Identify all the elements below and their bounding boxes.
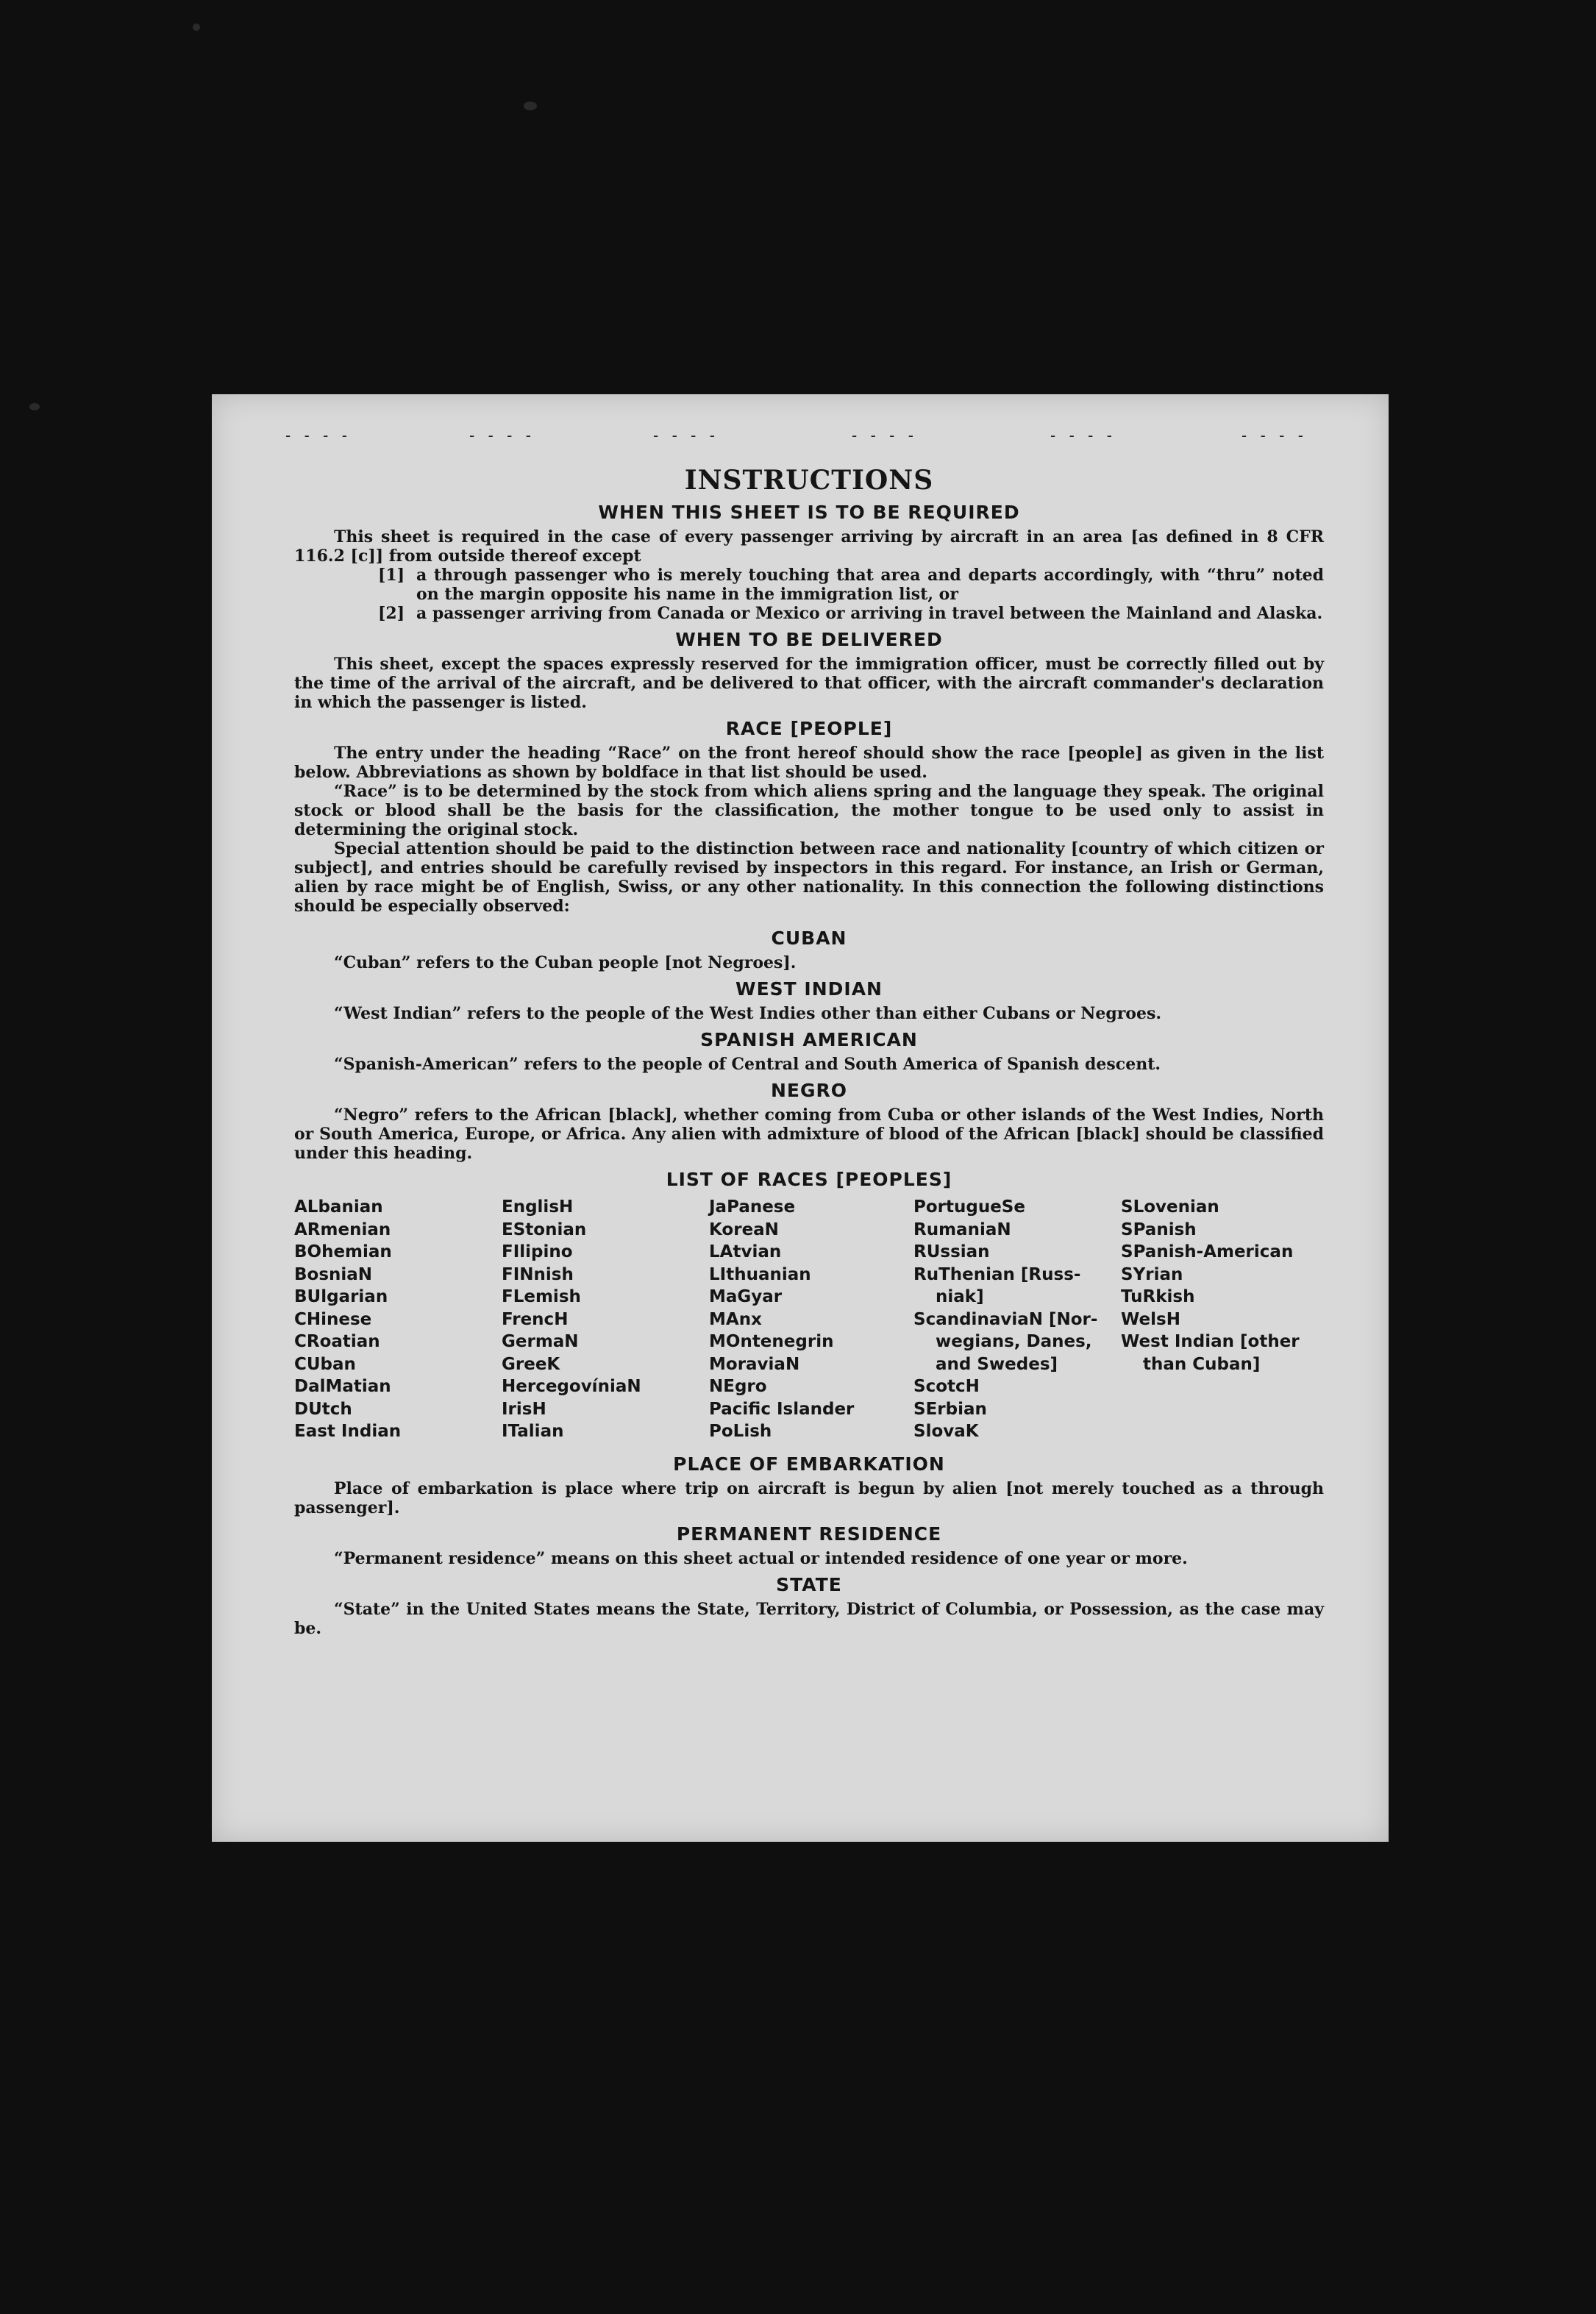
race-entry: RuThenian [Russ- — [913, 1264, 1081, 1284]
race-entry: East Indian — [294, 1422, 402, 1441]
exception-text: a through passenger who is merely touching that area and departs accordingly, with “thru” noted on the margin opposite his name in the immigration list, or — [416, 566, 1324, 604]
race-entry: KoreaN — [709, 1220, 779, 1239]
scan-speck — [193, 24, 200, 31]
race-entry: ScotcH — [913, 1377, 980, 1396]
instructions-content — [294, 465, 1324, 1638]
race-paragraph-1: The entry under the heading “Race” on the front hereof should show the race [people] as given in the list below. Abbreviations as shown by boldface in that list should be used. — [294, 744, 1324, 782]
cuban-text: “Cuban” refers to the Cuban people [not Negroes]. — [334, 953, 797, 972]
race-entry: GermaN — [502, 1332, 579, 1351]
race-entry: RumaniaN — [913, 1220, 1011, 1239]
section-heading-list: LIST OF RACES [PEOPLES] — [666, 1169, 952, 1190]
section-heading-required: WHEN THIS SHEET IS TO BE REQUIRED — [598, 502, 1020, 523]
race-entry: NEgro — [709, 1377, 767, 1396]
race-entry: Pacific Islander — [709, 1399, 855, 1419]
race-entry: LAtvian — [709, 1242, 782, 1261]
race-entry: TuRkish — [1121, 1287, 1195, 1306]
section-heading-negro: NEGRO — [770, 1080, 848, 1101]
section-heading-cuban: CUBAN — [771, 928, 847, 949]
race-entry: wegians, Danes, — [936, 1332, 1092, 1351]
race-entry: BosniaN — [294, 1264, 373, 1284]
race-entry: BUlgarian — [294, 1287, 388, 1306]
section-heading-residence: PERMANENT RESIDENCE — [676, 1523, 942, 1545]
races-table — [294, 1196, 1324, 1443]
race-entry: ARmenian — [294, 1220, 391, 1239]
punch-marks: - - - - - - - - - - - - - - - - - - - - - - - - — [285, 427, 1308, 444]
exception-list — [378, 566, 1324, 623]
race-entry: CUban — [294, 1354, 356, 1374]
delivered-text: This sheet, except the spaces expressly reserved for the immigration officer, must be correctly filled out by the time of the arrival of the aircraft, and be delivered to that officer, with the aircraft commander's declaration in which the passenger is listed. — [294, 655, 1324, 712]
state-text: “State” in the United States means the State, Territory, District of Columbia, or Possession, as the case may be. — [294, 1599, 1324, 1638]
race-entry: JaPanese — [709, 1197, 796, 1217]
race-entry: MOntenegrin — [709, 1332, 834, 1351]
race-entry: FLemish — [502, 1287, 581, 1306]
exception-number: [1] — [378, 566, 405, 585]
races-column — [294, 1196, 502, 1443]
race-entry: ALbanian — [294, 1197, 383, 1217]
race-entry: MaGyar — [709, 1287, 783, 1306]
races-column — [709, 1196, 913, 1443]
embarkation-text: Place of embarkation is place where trip on aircraft is begun by alien [not merely touched as a through passenger]. — [294, 1478, 1324, 1517]
scan-speck — [29, 403, 40, 410]
race-entry: CHinese — [294, 1309, 372, 1329]
race-paragraph-2: “Race” is to be determined by the stock from which aliens spring and the language they speak. The original stock or blood shall be the basis for the classification, the mother tongue to be used only to assist in determining the original stock. — [294, 782, 1324, 839]
race-entry: MAnx — [709, 1309, 762, 1329]
race-entry: BOhemian — [294, 1242, 392, 1261]
section-heading-race: RACE [PEOPLE] — [725, 718, 893, 739]
document-page — [212, 394, 1389, 1842]
race-entry: EnglisH — [502, 1197, 574, 1217]
race-entry: EStonian — [502, 1220, 587, 1239]
race-entry: SPanish-American — [1121, 1242, 1294, 1261]
race-entry: DUtch — [294, 1399, 352, 1419]
section-heading-embarkation: PLACE OF EMBARKATION — [673, 1453, 945, 1475]
race-entry: than Cuban] — [1143, 1354, 1261, 1374]
race-entry: GreeK — [502, 1354, 560, 1374]
page-title: INSTRUCTIONS — [684, 465, 934, 496]
race-entry: HercegovíniaN — [502, 1377, 641, 1396]
section-heading-west-indian: WEST INDIAN — [735, 978, 883, 1000]
race-entry: SlovaK — [913, 1422, 979, 1441]
race-entry: PortugueSe — [913, 1197, 1025, 1217]
west-indian-text: “West Indian” refers to the people of the West Indies other than either Cubans or Negroes. — [334, 1004, 1162, 1023]
race-entry: RUssian — [913, 1242, 990, 1261]
race-entry: SYrian — [1121, 1264, 1183, 1284]
section-heading-spanish-american: SPANISH AMERICAN — [700, 1029, 918, 1050]
race-entry: and Swedes] — [936, 1354, 1058, 1374]
section-heading-delivered: WHEN TO BE DELIVERED — [675, 629, 943, 650]
races-column — [502, 1196, 709, 1443]
race-entry: CRoatian — [294, 1332, 380, 1351]
race-entry: SLovenian — [1121, 1197, 1219, 1217]
exception-number: [2] — [378, 604, 405, 623]
race-entry: ITalian — [502, 1422, 564, 1441]
race-entry: DalMatian — [294, 1377, 391, 1396]
exception-text: a passenger arriving from Canada or Mexico or arriving in travel between the Mainland and Alaska. — [416, 604, 1323, 623]
residence-text: “Permanent residence” means on this sheet actual or intended residence of one year or more. — [334, 1548, 1188, 1568]
race-entry: SPanish — [1121, 1220, 1197, 1239]
negro-text: “Negro” refers to the African [black], whether coming from Cuba or other islands of the West Indies, North or South America, Europe, or Africa. Any alien with admixture of blood of the African [black] should be classified under this heading. — [294, 1106, 1324, 1163]
spanish-american-text: “Spanish-American” refers to the people of Central and South America of Spanish descent. — [334, 1055, 1161, 1074]
race-entry: niak] — [936, 1287, 984, 1306]
race-entry: FrencH — [502, 1309, 569, 1329]
race-entry: MoraviaN — [709, 1354, 800, 1374]
section-heading-state: STATE — [776, 1573, 842, 1595]
race-entry: ScandinaviaN [Nor- — [913, 1309, 1098, 1329]
races-column — [1121, 1196, 1342, 1443]
races-column — [913, 1196, 1121, 1443]
race-entry: SErbian — [913, 1399, 987, 1419]
scan-speck — [524, 102, 537, 110]
race-entry: IrisH — [502, 1399, 546, 1419]
exception-item — [378, 604, 1324, 623]
race-entry: FINnish — [502, 1264, 574, 1284]
race-entry: LIthuanian — [709, 1264, 811, 1284]
race-paragraph-3: Special attention should be paid to the distinction between race and nationality [country of which citizen or subject], and entries should be carefully revised by inspectors in this regard. For instance, an Irish or German, alien by race might be of English, Swiss, or any other nationality. In this connection the following distinctions should be especially observed: — [294, 839, 1324, 916]
race-entry: FIlipino — [502, 1242, 573, 1261]
race-entry: West Indian [other — [1121, 1332, 1300, 1351]
race-entry: WelsH — [1121, 1309, 1180, 1329]
exception-item — [378, 566, 1324, 604]
required-intro: This sheet is required in the case of every passenger arriving by aircraft in an area [as defined in 8 CFR 116.2 [c]] from outside thereof except — [294, 527, 1324, 566]
race-entry: PoLish — [709, 1422, 772, 1441]
